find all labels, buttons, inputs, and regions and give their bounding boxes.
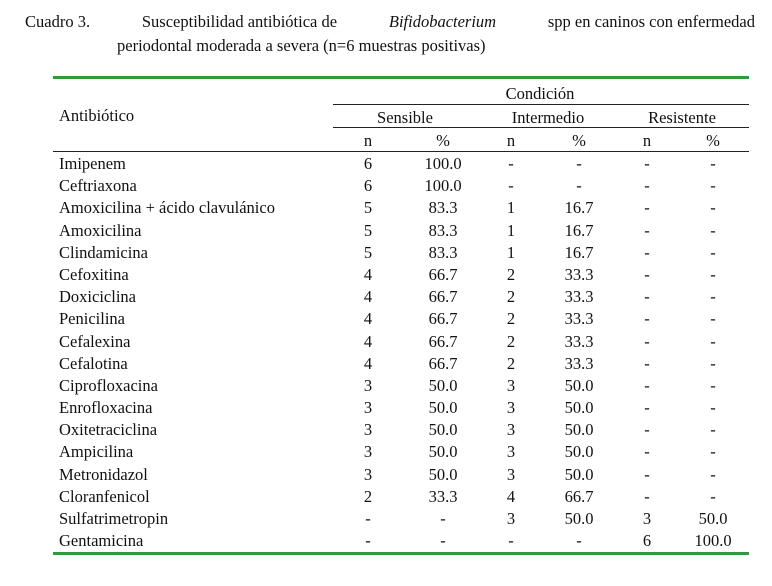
cell-resistente-n: - (644, 220, 650, 240)
antibiotic-name: Amoxicilina (59, 220, 142, 240)
antibiotic-name: Cefoxitina (59, 264, 129, 284)
groups-underline (333, 127, 749, 128)
cell-intermedio-n: 2 (506, 287, 516, 307)
caption-line-2: periodontal moderada a severa (n=6 muestras positivas) (117, 36, 486, 55)
table-row (53, 397, 753, 419)
subheader-sensible-n: n (363, 131, 373, 150)
table-row (53, 242, 753, 264)
table-row (53, 286, 753, 308)
cell-intermedio-pct: 33.3 (564, 353, 594, 373)
table-row (53, 175, 753, 197)
antibiotic-name: Clindamicina (59, 242, 148, 262)
cell-resistente-pct: - (710, 420, 716, 440)
cell-sensible-pct: 66.7 (428, 353, 458, 373)
table-bottom-rule (53, 552, 749, 555)
cell-sensible-pct: 66.7 (428, 264, 458, 284)
table-row (53, 353, 753, 375)
cell-resistente-n: - (644, 486, 650, 506)
cell-sensible-pct: - (440, 531, 446, 551)
cell-sensible-pct: 83.3 (428, 242, 458, 262)
table-row (53, 197, 753, 219)
subheader-resistente-n: n (642, 131, 652, 150)
cell-sensible-pct: 33.3 (428, 486, 458, 506)
cell-intermedio-n: - (508, 154, 514, 173)
cell-sensible-pct: 50.0 (428, 442, 458, 462)
cell-intermedio-n: 1 (506, 220, 516, 240)
cell-sensible-pct: 66.7 (428, 309, 458, 329)
cell-intermedio-n: 3 (506, 509, 516, 528)
cell-sensible-pct: 100.0 (424, 176, 462, 196)
cell-intermedio-pct: 33.3 (564, 287, 594, 307)
caption-line-1 (25, 10, 755, 34)
table-row (53, 220, 753, 242)
cell-intermedio-pct: 16.7 (564, 242, 594, 262)
antibiotic-name: Cefalotina (59, 353, 128, 373)
cell-sensible-pct: 50.0 (428, 398, 458, 418)
table-row (53, 153, 753, 175)
cell-sensible-pct: 50.0 (428, 375, 458, 395)
cell-sensible-pct: 83.3 (428, 220, 458, 240)
cell-sensible-pct: 66.7 (428, 287, 458, 307)
cell-intermedio-n: 2 (506, 353, 516, 373)
cell-resistente-n: - (644, 309, 650, 329)
cell-resistente-pct: 50.0 (698, 509, 728, 528)
cell-sensible-n: 4 (363, 264, 373, 284)
cell-intermedio-pct: 50.0 (564, 375, 594, 395)
caption-text-end: spp en caninos con enfermedad (547, 12, 755, 31)
table-row (53, 530, 753, 552)
cell-intermedio-pct: 50.0 (564, 464, 594, 484)
cell-sensible-pct: 83.3 (428, 198, 458, 218)
cell-resistente-n: - (644, 375, 650, 395)
cell-sensible-n: 4 (363, 353, 373, 373)
antibiotic-name: Cefalexina (59, 331, 131, 351)
cell-sensible-n: 4 (363, 287, 373, 307)
cell-resistente-pct: - (710, 464, 716, 484)
cell-resistente-pct: - (710, 398, 716, 418)
cell-sensible-n: 5 (363, 198, 373, 218)
table-row (53, 486, 753, 508)
group-resistente: Resistente (648, 108, 716, 127)
cell-sensible-pct: 50.0 (428, 420, 458, 440)
cell-sensible-n: 5 (363, 242, 373, 262)
subheader-resistente-pct: % (706, 131, 720, 150)
cell-intermedio-n: 2 (506, 264, 516, 284)
cell-resistente-pct: - (710, 309, 716, 329)
cell-resistente-n: - (644, 264, 650, 284)
header-antibiotic: Antibiótico (59, 106, 135, 125)
cell-sensible-n: 6 (363, 176, 373, 196)
antibiotic-name: Ciprofloxacina (59, 375, 158, 395)
table-caption (25, 10, 755, 58)
subheader-intermedio-n: n (506, 131, 516, 150)
antibiotic-name: Gentamicina (59, 531, 144, 551)
subheader-sensible-pct: % (436, 131, 450, 150)
cell-intermedio-n: 2 (506, 331, 516, 351)
cell-sensible-n: 4 (363, 309, 373, 329)
table-row (53, 331, 753, 353)
cell-intermedio-n: 1 (506, 242, 516, 262)
cell-resistente-pct: - (710, 331, 716, 351)
cell-intermedio-pct: 50.0 (564, 442, 594, 462)
cell-intermedio-pct: 66.7 (564, 486, 594, 506)
cell-sensible-n: 3 (363, 464, 373, 484)
table-row (53, 264, 753, 286)
cell-sensible-n: - (365, 531, 371, 551)
cell-intermedio-pct: - (576, 531, 582, 551)
table-row (53, 375, 753, 397)
cell-resistente-pct: - (710, 375, 716, 395)
cell-intermedio-pct: 33.3 (564, 309, 594, 329)
cell-intermedio-pct: 16.7 (564, 198, 594, 218)
cell-resistente-n: - (644, 176, 650, 196)
subheader-intermedio-pct: % (572, 131, 586, 150)
cell-intermedio-pct: 33.3 (564, 264, 594, 284)
table-top-rule (53, 76, 749, 79)
cell-resistente-n: 3 (642, 509, 652, 528)
cell-resistente-pct: - (710, 264, 716, 284)
cell-sensible-pct: 50.0 (428, 464, 458, 484)
caption-organism: Bifidobacterium (388, 12, 497, 31)
antibiotic-name: Metronidazol (59, 464, 148, 484)
table-row (53, 508, 753, 530)
table-row (53, 419, 753, 441)
cell-resistente-pct: 100.0 (694, 531, 732, 551)
cell-sensible-n: - (365, 509, 371, 528)
cell-intermedio-n: 4 (506, 486, 516, 506)
cell-resistente-pct: - (710, 242, 716, 262)
cell-intermedio-pct: - (576, 176, 582, 196)
cell-sensible-n: 3 (363, 375, 373, 395)
group-sensible: Sensible (377, 108, 433, 127)
antibiotic-name: Cloranfenicol (59, 486, 150, 506)
cell-resistente-n: - (644, 464, 650, 484)
cell-resistente-n: - (644, 198, 650, 218)
cell-sensible-n: 4 (363, 331, 373, 351)
antibiotic-name: Oxitetraciclina (59, 420, 158, 440)
cell-intermedio-n: - (508, 531, 514, 551)
cell-resistente-pct: - (710, 353, 716, 373)
cell-intermedio-pct: 50.0 (564, 509, 594, 528)
cell-intermedio-n: - (508, 176, 514, 196)
cell-intermedio-pct: 33.3 (564, 331, 594, 351)
cell-resistente-pct: - (710, 154, 716, 173)
cell-resistente-n: - (644, 331, 650, 351)
antibiotic-name: Penicilina (59, 309, 125, 329)
cell-resistente-n: 6 (642, 531, 652, 551)
cell-intermedio-n: 3 (506, 375, 516, 395)
caption-text-start: Susceptibilidad antibiótica de (141, 12, 338, 31)
cell-resistente-n: - (644, 442, 650, 462)
cell-resistente-n: - (644, 287, 650, 307)
condition-underline (333, 104, 749, 105)
cell-sensible-n: 5 (363, 220, 373, 240)
header-condition: Condición (505, 84, 575, 103)
table-row (53, 464, 753, 486)
cell-resistente-n: - (644, 242, 650, 262)
cell-sensible-n: 3 (363, 398, 373, 418)
cell-sensible-pct: 66.7 (428, 331, 458, 351)
cell-sensible-n: 3 (363, 442, 373, 462)
antibiotic-name: Doxiciclina (59, 287, 136, 307)
cell-intermedio-n: 2 (506, 309, 516, 329)
antibiotic-name: Enrofloxacina (59, 398, 153, 418)
cell-intermedio-n: 3 (506, 442, 516, 462)
cell-intermedio-pct: 16.7 (564, 220, 594, 240)
cell-resistente-pct: - (710, 198, 716, 218)
cell-resistente-n: - (644, 420, 650, 440)
antibiotic-name: Ampicilina (59, 442, 134, 462)
antibiotic-name: Sulfatrimetropin (59, 509, 169, 528)
cell-resistente-n: - (644, 398, 650, 418)
cell-resistente-pct: - (710, 486, 716, 506)
table-row (53, 441, 753, 463)
cell-sensible-n: 2 (363, 486, 373, 506)
header-bottom-rule (53, 151, 749, 152)
cell-resistente-pct: - (710, 442, 716, 462)
cell-intermedio-n: 3 (506, 398, 516, 418)
cell-intermedio-pct: - (576, 154, 582, 173)
table-row (53, 308, 753, 330)
cell-intermedio-pct: 50.0 (564, 398, 594, 418)
cell-intermedio-pct: 50.0 (564, 420, 594, 440)
cell-sensible-n: 6 (363, 154, 373, 173)
cell-intermedio-n: 3 (506, 420, 516, 440)
antibiotic-name: Ceftriaxona (59, 176, 137, 196)
table-body (53, 153, 753, 552)
cell-sensible-pct: - (440, 509, 446, 528)
cell-intermedio-n: 3 (506, 464, 516, 484)
cell-resistente-pct: - (710, 176, 716, 196)
cell-sensible-n: 3 (363, 420, 373, 440)
cell-intermedio-n: 1 (506, 198, 516, 218)
cell-resistente-pct: - (710, 220, 716, 240)
caption-label: Cuadro 3. (25, 12, 91, 31)
cell-resistente-pct: - (710, 287, 716, 307)
group-intermedio: Intermedio (511, 108, 585, 127)
antibiotic-name: Imipenem (59, 154, 126, 173)
cell-resistente-n: - (644, 353, 650, 373)
cell-sensible-pct: 100.0 (424, 154, 462, 173)
cell-resistente-n: - (644, 154, 650, 173)
antibiotic-name: Amoxicilina + ácido clavulánico (59, 198, 275, 218)
